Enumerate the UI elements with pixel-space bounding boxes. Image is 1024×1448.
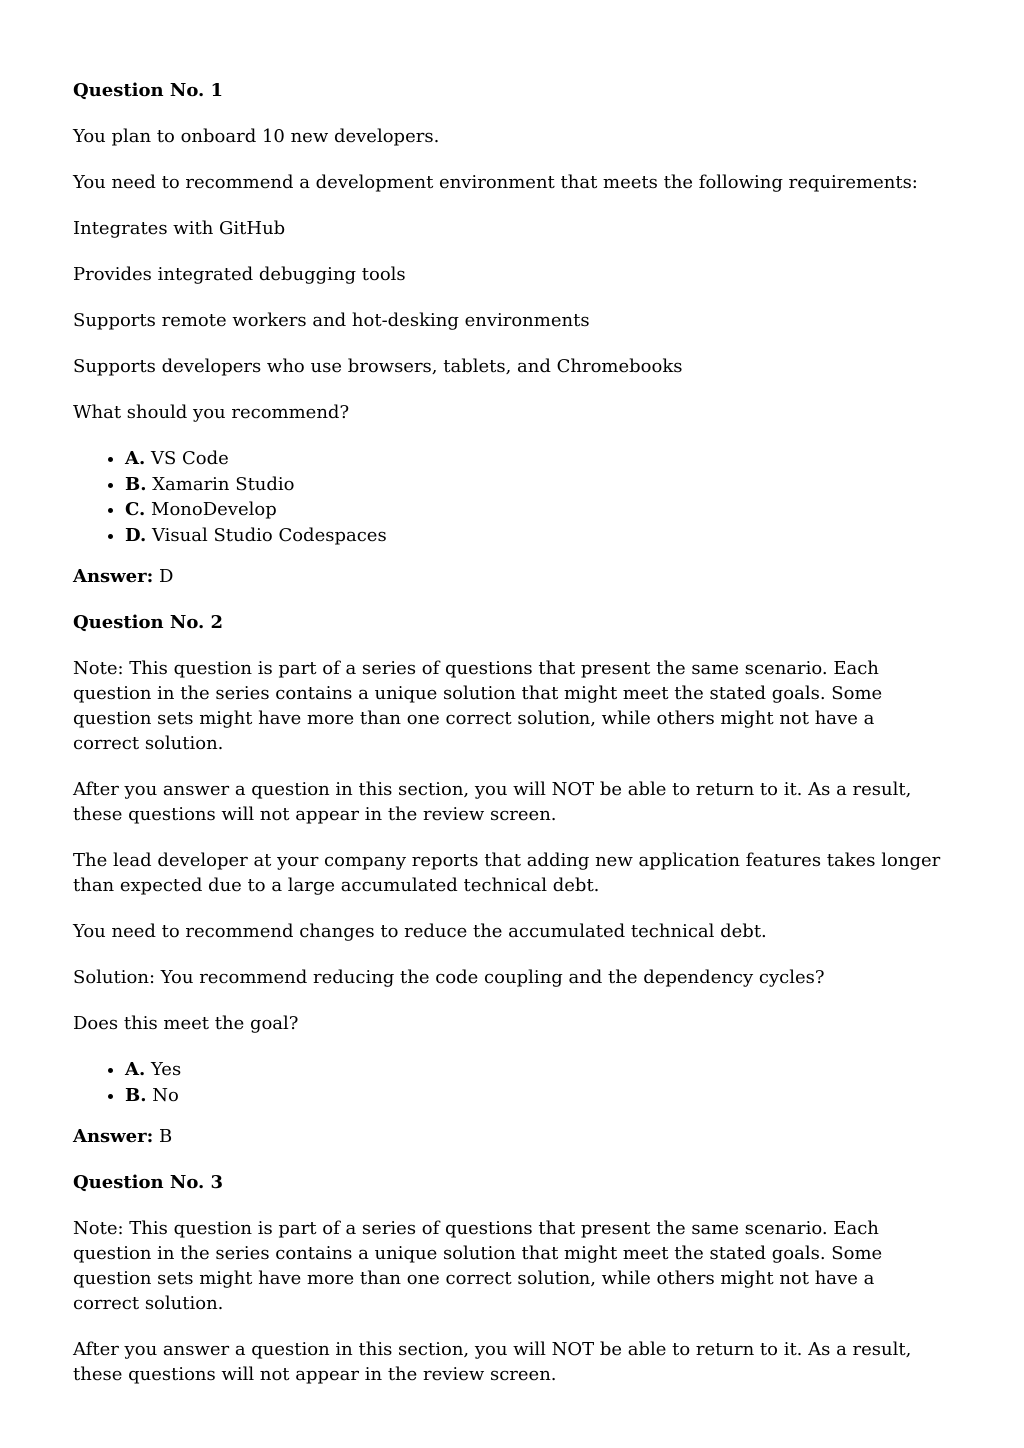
question-paragraph: After you answer a question in this section, you will NOT be able to return to it. As a result, these questions will not appear in the review screen. [73, 779, 912, 825]
answer-options-list [73, 1057, 951, 1108]
question-paragraph: Supports developers who use browsers, tablets, and Chromebooks [73, 356, 683, 377]
question-paragraph: You plan to onboard 10 new developers. [73, 126, 440, 147]
answer-options-list [73, 446, 951, 548]
option-letter: B. [125, 473, 147, 495]
question-paragraph: Note: This question is part of a series of questions that present the same scenario. Each question in the series contains a unique solution that might meet the stated goals. Some question sets might have more than one correct solution, while others might not have a correct solution. [73, 1218, 883, 1314]
option-text: Xamarin Studio [152, 473, 295, 495]
answer-label: Answer: [73, 1126, 154, 1147]
option-letter: B. [125, 1084, 147, 1106]
question-paragraph: Supports remote workers and hot-desking environments [73, 310, 590, 331]
question-paragraph: Solution: You recommend reducing the code coupling and the dependency cycles? [73, 967, 825, 988]
answer-line [73, 1124, 943, 1149]
answer-label: Answer: [73, 566, 154, 587]
question-title: Question No. 3 [73, 1172, 224, 1193]
option-letter: A. [125, 448, 146, 469]
answer-option [125, 446, 951, 472]
answer-option [125, 1083, 951, 1109]
question-3 [73, 1170, 951, 1387]
question-title: Question No. 1 [73, 80, 224, 101]
question-paragraph: After you answer a question in this section, you will NOT be able to return to it. As a result, these questions will not appear in the review screen. [73, 1339, 912, 1385]
option-text: No [152, 1084, 179, 1106]
option-letter: C. [125, 499, 146, 520]
answer-value: D [159, 566, 174, 587]
question-prompt: Does this meet the goal? [73, 1013, 299, 1034]
answer-option [125, 1057, 951, 1083]
answer-option [125, 523, 951, 549]
option-text: MonoDevelop [151, 499, 277, 520]
option-text: VS Code [150, 448, 229, 469]
question-paragraph: Note: This question is part of a series of questions that present the same scenario. Each question in the series contains a unique solution that might meet the stated goals. Some question sets might have more than one correct solution, while others might not have a correct solution. [73, 658, 883, 754]
question-paragraph: The lead developer at your company reports that adding new application features takes longer than expected due to a large accumulated technical debt. [73, 850, 941, 896]
option-text: Yes [150, 1059, 182, 1080]
answer-option [125, 497, 951, 523]
question-2 [73, 610, 951, 1149]
question-paragraph: Provides integrated debugging tools [73, 264, 406, 285]
question-paragraph: Integrates with GitHub [73, 218, 286, 239]
answer-value: B [159, 1126, 173, 1147]
option-text: Visual Studio Codespaces [151, 524, 387, 546]
option-letter: A. [125, 1059, 146, 1080]
question-title: Question No. 2 [73, 612, 224, 633]
option-letter: D. [125, 524, 147, 546]
question-prompt: What should you recommend? [73, 402, 350, 423]
question-1 [73, 78, 951, 589]
answer-option [125, 472, 951, 498]
question-paragraph: You need to recommend changes to reduce the accumulated technical debt. [73, 921, 767, 942]
answer-line [73, 564, 943, 589]
question-paragraph: You need to recommend a development environment that meets the following requirements: [73, 172, 918, 193]
